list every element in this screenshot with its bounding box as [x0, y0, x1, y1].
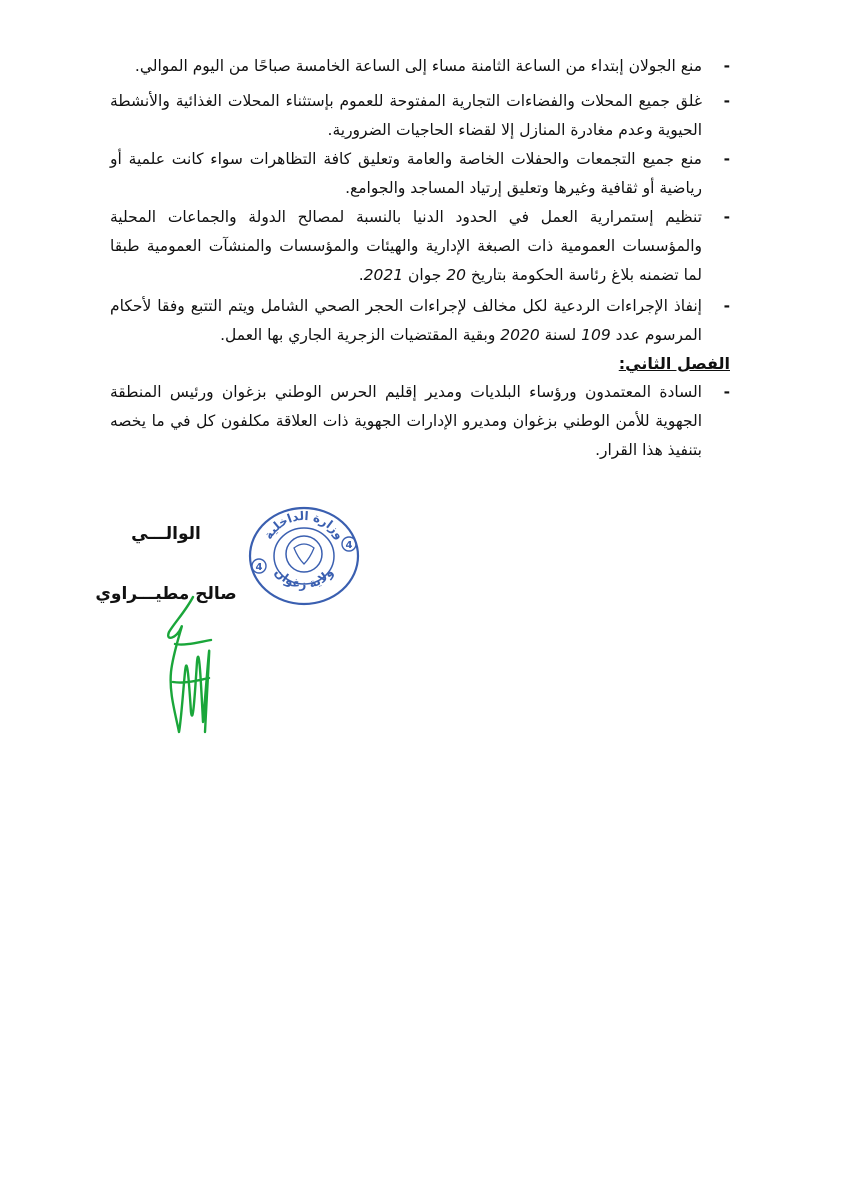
- item-text: غلق جميع المحلات والفضاءات التجارية المفتوحة للعموم بإستثناء المحلات الغذائية والأنشطة الحيوية وعدم مغادرة المنازل إلا لقضاء الحاجيات الضرورية.: [110, 92, 702, 139]
- item-text: منع الجولان إبتداء من الساعة الثامنة مساء إلى الساعة الخامسة صباحًا من اليوم الموالي.: [134, 57, 702, 75]
- document-body: [110, 52, 730, 465]
- governor-name: صالح مطيـــراوي: [95, 584, 237, 604]
- stamp-number: 4: [345, 540, 353, 551]
- list-item: [110, 292, 730, 350]
- svg-text:ولاية زغوان: [272, 565, 337, 591]
- item-text-part: .: [358, 266, 364, 284]
- official-stamp-icon: [244, 500, 364, 608]
- bullet: -: [723, 92, 730, 110]
- bullet: -: [723, 57, 730, 75]
- item-text: منع جميع التجمعات والحفلات الخاصة والعامة وتعليق كافة التظاهرات سواء كانت علمية أو رياضية أو ثقافية وغيرها وتعليق إرتياد المساجد والجوامع.: [110, 150, 702, 197]
- handwritten-signature-icon: [155, 592, 225, 742]
- date-year: 2021: [363, 266, 404, 284]
- bullet: -: [723, 297, 730, 315]
- item-text-part: تنظيم إستمرارية العمل في الحدود الدنيا بالنسبة لمصالح الدولة والجماعات المحلية والمؤسسات العمومية ذات الصبغة الإدارية والهيئات والمؤسسات والمنشآت العمومية طبقا لما تضمنه بلاغ رئاسة الحكومة بتاريخ: [110, 208, 702, 284]
- list-item: [110, 378, 730, 465]
- svg-text:وزارة الداخلية: [261, 509, 347, 542]
- item-text: السادة المعتمدون ورؤساء البلديات ومدير إقليم الحرس الوطني بزغوان ورئيس المنطقة الجهوية للأمن الوطني بزغوان ومديرو الإدارات الجهوية ذات العلاقة مكلفون كل في ما يخصه بتنفيذ هذا القرار.: [110, 383, 702, 459]
- item-text-part: لسنة: [539, 326, 582, 344]
- list-item: [110, 52, 730, 81]
- list-item: [110, 87, 730, 145]
- item-text-part: إنفاذ الإجراءات الردعية لكل مخالف لإجراءات الحجر الصحي الشامل ويتم التتبع وفقا لأحكام المرسوم عدد: [110, 297, 702, 344]
- bullet: -: [723, 208, 730, 226]
- section-heading: الفصل الثاني:: [618, 354, 730, 373]
- decree-number: 109: [581, 326, 611, 344]
- stamp-bottom-text: ولاية زغوان: [271, 565, 337, 592]
- bullet: -: [723, 150, 730, 168]
- item-text-part: وبقية المقتضيات الزجرية الجاري بها العمل.: [220, 326, 501, 344]
- list-item: [110, 203, 730, 290]
- bullet: -: [723, 383, 730, 401]
- decree-year: 2020: [500, 326, 540, 344]
- stamp-top-text: وزارة الداخلية: [261, 508, 347, 542]
- stamp-number: 4: [255, 562, 263, 573]
- item-text-part: جوان: [403, 266, 447, 284]
- governor-title: الوالـــي: [131, 524, 201, 544]
- date-day: 20: [446, 266, 466, 284]
- item-text: [110, 292, 702, 350]
- list-item: [110, 145, 730, 203]
- item-text: [110, 203, 702, 290]
